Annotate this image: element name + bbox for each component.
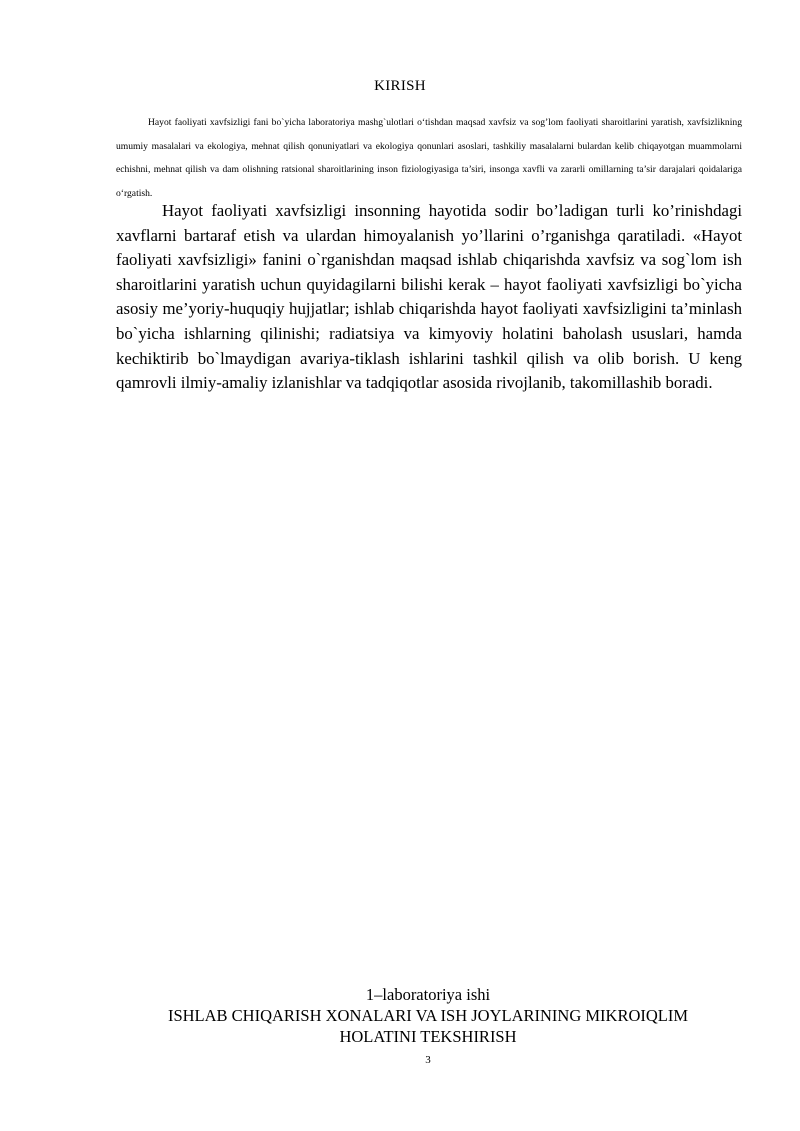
main-paragraph: Hayot faoliyati xavfsizligi insonning hayotida sodir bo’ladigan turli ko’rinishdagi xavflarni bartaraf etish va ulardan himoyalanish yo’llarini o’rganishga qaratiladi. «Hayot faoliyati xavfsizligi» fanini o`rganishdan maqsad ishlab chiqarishda xavfsiz va sog`lom ish sharoitlarini yaratish uchun quyidagilarni bilishi kerak – hayot faoliyati xavfsizligi bo`yicha asosiy me’yoriy-huquqiy hujjatlar; ishlab chiqarishda hayot faoliyati xavfsizligini ta’minlash bo`yicha ishlarning qilinishi; radiatsiya va kimyoviy holatini baholash ususlari, hamda kechiktirib bo`lmaydigan avariya-tiklash ishlarini tashkil qilish va olib borish. U keng qamrovli ilmiy-amaliy izlanishlar va tadqiqotlar asosida rivojlanib, takomillashib boradi. <box>116 201 742 393</box>
lab-title-line-2: HOLATINI TEKSHIRISH <box>339 1027 517 1046</box>
intro-small-paragraph: Hayot faoliyati xavfsizligi fani bo`yicha laboratoriya mashg`ulotlari o‘tishdan maqsad xavfsiz va sog’lom faoliyati sharoitlarini yaratish, xavfsizlikning umumiy masalalari va ekologiya, mehnat qilish qonuniyatlari va ekologiya qonunlari asoslari, tashkiliy masalalarni bulardan kelib chiqayotgan muammolarni echishni, mehnat qilish va dam olishning ratsional sharoitlarining inson fiziologiyasiga ta’siri, insonga xavfli va zararli omillarning ta’sir darajalari qoidalariga o‘rgatish. <box>116 117 742 199</box>
page-number: 3 <box>425 1054 431 1066</box>
lab-heading-block <box>100 984 756 1047</box>
lab-title-line-1: ISHLAB CHIQARISH XONALARI VA ISH JOYLARINING MIKROIQLIM <box>167 1006 689 1025</box>
section-title: KIRISH <box>374 78 426 94</box>
lab-number: 1–laboratoriya ishi <box>365 985 491 1004</box>
